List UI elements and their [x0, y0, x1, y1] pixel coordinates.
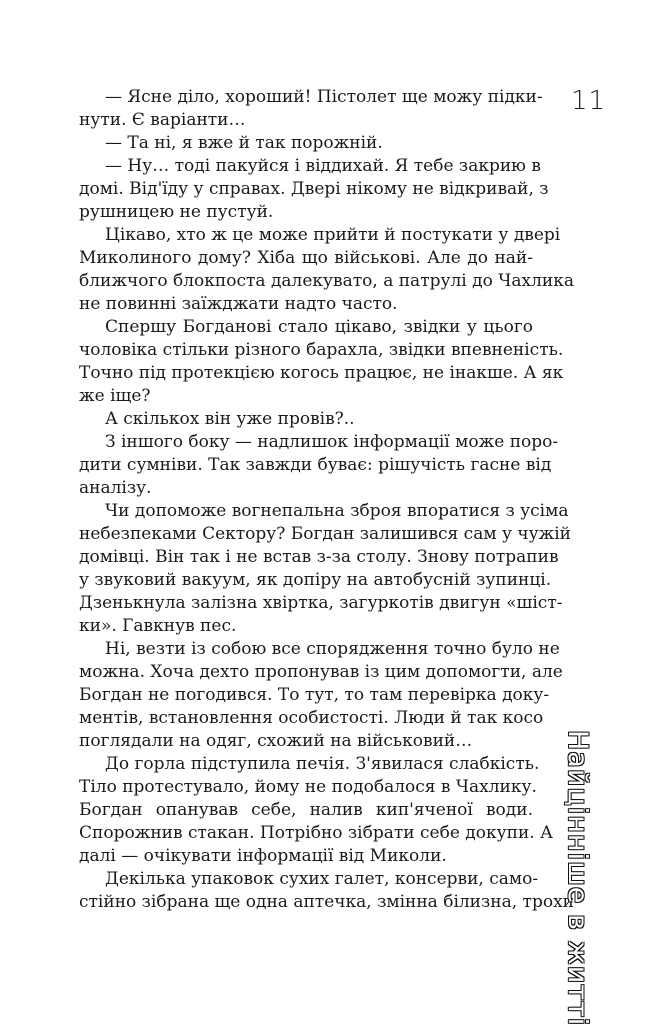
- text-line: З іншого боку — надлишок інформації може поро-: [105, 432, 559, 452]
- text-line: домі. Від'їду у справах. Двері нікому не відкривай, з: [79, 179, 549, 199]
- text-line: А скількох він уже провів?..: [105, 409, 355, 429]
- text-line: дити сумніви. Так завжди буває: рішучість гасне від: [79, 455, 552, 475]
- text-line: Миколиного дому? Хіба що військові. Але до най-: [79, 248, 533, 268]
- text-line: аналізу.: [79, 478, 152, 498]
- text-line: Богдан не погодився. То тут, то там перевірка доку-: [79, 685, 550, 705]
- text-line: домівці. Він так і не встав з-за столу. Знову потрапив: [79, 547, 559, 567]
- text-line: не повинні заїжджати надто часто.: [79, 294, 398, 314]
- running-title: Найцінніше в житті: [562, 730, 593, 1026]
- text-line: Декілька упаковок сухих галет, консерви, само-: [105, 869, 539, 889]
- text-line: — Ну… тоді пакуйся і віддихай. Я тебе закрию в: [105, 156, 541, 176]
- text-line: поглядали на одяг, схожий на військовий…: [79, 731, 473, 751]
- text-line: небезпеками Сектору? Богдан залишився сам у чужій: [79, 524, 572, 544]
- text-line: Цікаво, хто ж це може прийти й постукати у двері: [105, 225, 561, 245]
- text-line: ки». Гавкнув пес.: [79, 616, 237, 636]
- text-line: Чи допоможе вогнепальна зброя впоратися з усіма: [105, 501, 569, 521]
- text-line: ментів, встановлення особистості. Люди й так косо: [79, 708, 544, 728]
- text-line: же іще?: [79, 386, 151, 406]
- text-line: рушницею не пустуй.: [79, 202, 274, 222]
- text-line: Точно під протекцією когось працює, не інакше. А як: [79, 363, 564, 383]
- text-line: можна. Хоча дехто пропонував із цим допомогти, але: [79, 662, 563, 682]
- text-line: Дзенькнула залізна хвіртка, загуркотів двигун «шіст-: [79, 593, 563, 613]
- text-line: нути. Є варіанти…: [79, 110, 246, 130]
- text-line: — Та ні, я вже й так порожній.: [105, 133, 383, 153]
- text-line: Богдан опанував себе, налив кип'яченої води.: [79, 800, 533, 820]
- text-line: — Ясне діло, хороший! Пістолет ще можу підки-: [105, 87, 543, 107]
- text-line: До горла підступила печія. З'явилася слабкість.: [105, 754, 540, 774]
- text-line: у звуковий вакуум, як допіру на автобусній зупинці.: [79, 570, 552, 590]
- page-number: 11: [571, 86, 607, 116]
- text-line: далі — очікувати інформації від Миколи.: [79, 846, 447, 866]
- text-line: чоловіка стільки різного барахла, звідки впевненість.: [79, 340, 564, 360]
- text-line: Тіло протестувало, йому не подобалося в Чахлику.: [79, 777, 537, 797]
- text-line: Ні, везти із собою все спорядження точно було не: [105, 639, 560, 659]
- text-line: Спорожнив стакан. Потрібно зібрати себе докупи. А: [79, 823, 553, 843]
- text-line: ближчого блокпоста далекувато, а патрулі до Чахлика: [79, 271, 574, 291]
- body-text: [79, 86, 574, 914]
- text-line: стійно зібрана ще одна аптечка, змінна білизна, трохи: [79, 892, 574, 912]
- text-line: Спершу Богданові стало цікаво, звідки у цього: [105, 317, 533, 337]
